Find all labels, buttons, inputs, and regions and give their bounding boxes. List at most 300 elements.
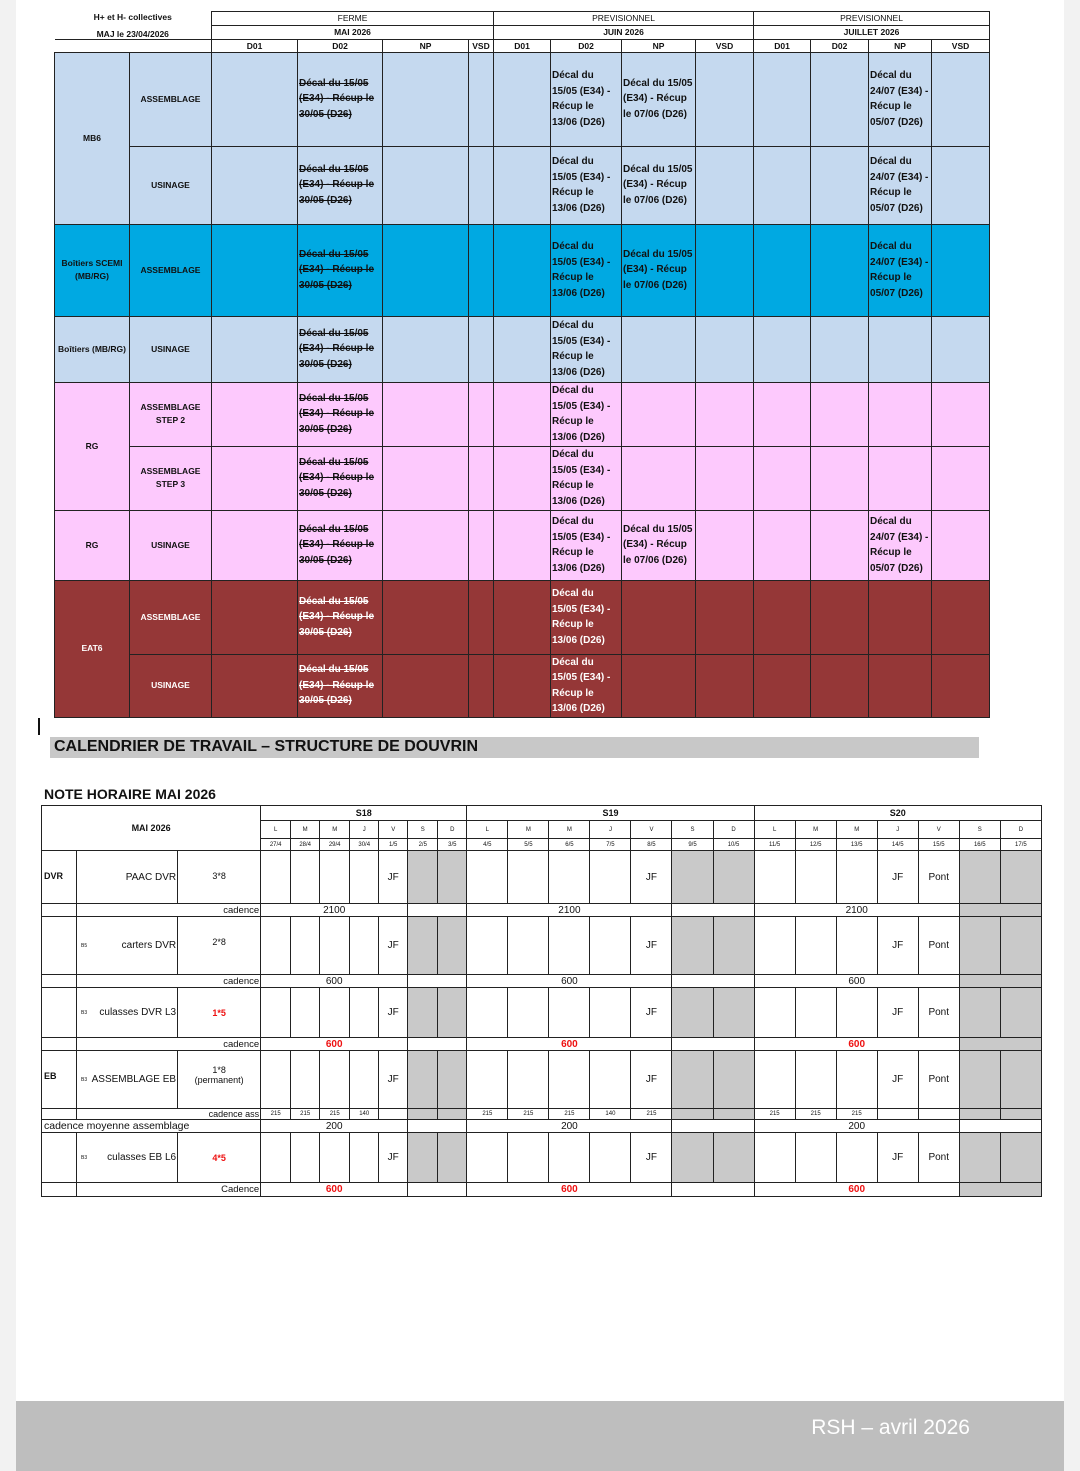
blank-cell (959, 975, 1041, 988)
text-cursor (38, 718, 40, 735)
day-header: D (438, 821, 467, 839)
day-cell (350, 851, 379, 904)
date-header: 11/5 (754, 839, 795, 851)
date-header: 29/4 (320, 839, 350, 851)
cadence-value: 600 (754, 1183, 959, 1197)
col-header: D02 (811, 39, 869, 52)
cadence-value: 2100 (261, 904, 408, 917)
cadence-ass-value: 215 (631, 1109, 672, 1120)
blank-cell (959, 1038, 1041, 1051)
shift-note: (permanent) (194, 1075, 244, 1085)
date-header: 5/5 (508, 839, 549, 851)
bridge-cell: Pont (918, 917, 959, 975)
cadence-ass-value: 215 (291, 1109, 320, 1120)
group-month-juillet: JUILLET 2026 (754, 25, 990, 39)
cadence-ass-value: 140 (350, 1109, 379, 1120)
activity-label: USINAGE (130, 316, 212, 382)
line-tag: B3 (81, 1155, 88, 1161)
cadence-value: 200 (467, 1120, 672, 1133)
day-cell (836, 851, 877, 904)
blank-cell (408, 1109, 438, 1120)
group-month-juin: JUIN 2026 (494, 25, 754, 39)
shift-value: 1*5 (212, 1008, 226, 1018)
note-cell: Décal du 24/07 (E34) - Récup le 05/07 (D26) (869, 52, 932, 146)
col-header: VSD (696, 39, 754, 52)
col-header: VSD (469, 39, 494, 52)
day-cell (408, 851, 438, 904)
cadence-label: cadence (77, 975, 261, 988)
cadence-ass-value: 215 (754, 1109, 795, 1120)
line-tag: B3 (81, 1077, 88, 1083)
work-calendar-table (41, 805, 1042, 1197)
date-header: 16/5 (959, 839, 1000, 851)
day-cell (508, 1051, 549, 1109)
day-cell (754, 917, 795, 975)
cadence-ass-value: 215 (549, 1109, 590, 1120)
note-cell: Décal du 15/05 (E34) - Récup le 30/05 (D26) (298, 52, 383, 146)
line-name (77, 988, 178, 1038)
day-cell (672, 851, 713, 904)
site-label (42, 917, 77, 975)
day-header: D (1000, 821, 1041, 839)
date-header: 14/5 (877, 839, 918, 851)
col-header: D02 (551, 39, 622, 52)
line-tag: B3 (81, 1010, 88, 1016)
cadence-moyenne-label: cadence moyenne assemblage (42, 1120, 261, 1133)
day-cell (350, 988, 379, 1038)
day-cell (590, 1133, 631, 1183)
activity-label: USINAGE (130, 654, 212, 717)
day-cell (549, 851, 590, 904)
day-cell (959, 851, 1000, 904)
week-header: S20 (754, 806, 1041, 821)
holiday-cell: JF (631, 988, 672, 1038)
blank-cell (42, 1038, 77, 1051)
shift-planning-table (54, 11, 990, 718)
cadence-value: 600 (754, 1038, 959, 1051)
blank-cell (42, 904, 77, 917)
day-cell (795, 1133, 836, 1183)
holiday-cell: JF (631, 1051, 672, 1109)
date-header: 6/5 (549, 839, 590, 851)
col-header: D02 (298, 39, 383, 52)
note-cell: Décal du 15/05 (E34) - Récup le 07/06 (D26) (622, 52, 696, 146)
cadence-label: Cadence (77, 1183, 261, 1197)
cadence-value: 200 (754, 1120, 959, 1133)
day-header: L (261, 821, 291, 839)
day-cell (291, 988, 320, 1038)
blank-cell (42, 975, 77, 988)
day-cell (467, 917, 508, 975)
date-header: 8/5 (631, 839, 672, 851)
holiday-cell: JF (877, 1133, 918, 1183)
note-cell: Décal du 24/07 (E34) - Récup le 05/07 (D26) (869, 146, 932, 224)
day-header: M (320, 821, 350, 839)
group-label: Boîtiers SCEMI (MB/RG) (55, 224, 130, 316)
note-cell: Décal du 15/05 (E34) - Récup le 30/05 (D26) (298, 316, 383, 382)
note-cell: Décal du 15/05 (E34) - Récup le 07/06 (D26) (622, 224, 696, 316)
col-header: NP (622, 39, 696, 52)
day-cell (320, 988, 350, 1038)
cadence-value: 600 (754, 975, 959, 988)
cadence-ass-value: 215 (795, 1109, 836, 1120)
update-date: MAJ le 23/04/2026 (96, 28, 169, 39)
holiday-cell: JF (379, 851, 408, 904)
holiday-cell: JF (379, 917, 408, 975)
section-title: CALENDRIER DE TRAVAIL – STRUCTURE DE DOUVRIN (54, 738, 479, 755)
bridge-cell: Pont (918, 851, 959, 904)
line-tag: B5 (81, 943, 88, 949)
day-cell (467, 988, 508, 1038)
day-header: S (408, 821, 438, 839)
day-cell (590, 988, 631, 1038)
day-cell (261, 1051, 291, 1109)
blank-cell (672, 1038, 754, 1051)
blank-cell (918, 1109, 959, 1120)
note-cell: Décal du 24/07 (E34) - Récup le 05/07 (D26) (869, 510, 932, 580)
day-cell (1000, 851, 1041, 904)
bridge-cell: Pont (918, 1133, 959, 1183)
month-label: MAI 2026 (42, 806, 261, 851)
date-header: 17/5 (1000, 839, 1041, 851)
shift-value: 4*5 (212, 1153, 226, 1163)
day-cell (672, 1051, 713, 1109)
date-header: 15/5 (918, 839, 959, 851)
group-status-mai: FERME (212, 12, 494, 26)
blank-cell (959, 1109, 1000, 1120)
line-label: carters DVR (121, 940, 177, 951)
date-header: 9/5 (672, 839, 713, 851)
day-cell (320, 1051, 350, 1109)
date-header: 4/5 (467, 839, 508, 851)
blank-cell (408, 1038, 467, 1051)
date-header: 10/5 (713, 839, 754, 851)
day-cell (350, 1133, 379, 1183)
day-cell (320, 1133, 350, 1183)
line-name (77, 917, 178, 975)
day-header: M (291, 821, 320, 839)
shift-pattern (178, 1051, 261, 1109)
blank-cell (672, 1183, 754, 1197)
holiday-cell: JF (631, 1133, 672, 1183)
col-header: D01 (494, 39, 551, 52)
date-header: 13/5 (836, 839, 877, 851)
group-status-juin: PREVISIONNEL (494, 12, 754, 26)
day-cell (350, 917, 379, 975)
note-cell: Décal du 15/05 (E34) - Récup le 30/05 (D26) (298, 382, 383, 446)
cadence-label: cadence (77, 904, 261, 917)
day-cell (408, 988, 438, 1038)
day-cell (959, 917, 1000, 975)
day-header: J (350, 821, 379, 839)
day-cell (590, 917, 631, 975)
day-cell (438, 1051, 467, 1109)
date-header: 7/5 (590, 839, 631, 851)
shift-pattern (178, 851, 261, 904)
holiday-cell: JF (379, 1051, 408, 1109)
day-cell (508, 1133, 549, 1183)
day-cell (291, 1051, 320, 1109)
blank-cell (408, 904, 467, 917)
day-cell (672, 988, 713, 1038)
day-header: M (508, 821, 549, 839)
shift-value: 3*8 (212, 871, 226, 881)
holiday-cell: JF (877, 988, 918, 1038)
day-cell (549, 917, 590, 975)
day-cell (836, 1133, 877, 1183)
activity-label: ASSEMBLAGE STEP 3 (130, 446, 212, 510)
cadence-label: cadence (77, 1038, 261, 1051)
corner-label (55, 12, 212, 40)
day-cell (467, 1051, 508, 1109)
group-month-mai: MAI 2026 (212, 25, 494, 39)
day-header: J (877, 821, 918, 839)
day-cell (836, 917, 877, 975)
shift-value: 1*8 (212, 1065, 226, 1075)
note-cell: Décal du 15/05 (E34) - Récup le 13/06 (D26) (551, 52, 622, 146)
cadence-ass-value: 215 (508, 1109, 549, 1120)
blank-cell (379, 1109, 408, 1120)
day-header: S (672, 821, 713, 839)
note-title: NOTE HORAIRE MAI 2026 (44, 786, 216, 802)
activity-label: ASSEMBLAGE (130, 52, 212, 146)
day-cell (291, 917, 320, 975)
day-cell (408, 917, 438, 975)
day-header: M (836, 821, 877, 839)
line-label: culasses EB L6 (107, 1152, 177, 1163)
day-cell (713, 1133, 754, 1183)
holiday-cell: JF (631, 851, 672, 904)
activity-label: USINAGE (130, 146, 212, 224)
day-cell (713, 988, 754, 1038)
group-label: EAT6 (55, 580, 130, 717)
col-header: D01 (754, 39, 811, 52)
activity-label: ASSEMBLAGE STEP 2 (130, 382, 212, 446)
day-cell (508, 988, 549, 1038)
date-header: 2/5 (408, 839, 438, 851)
day-cell (408, 1051, 438, 1109)
note-cell: Décal du 15/05 (E34) - Récup le 30/05 (D26) (298, 224, 383, 316)
note-cell: Décal du 15/05 (E34) - Récup le 13/06 (D26) (551, 510, 622, 580)
blank-cell (672, 904, 754, 917)
cadence-ass-label: cadence ass (77, 1109, 261, 1120)
day-cell (795, 1051, 836, 1109)
blank-cell (408, 975, 467, 988)
day-cell (590, 1051, 631, 1109)
day-cell (261, 988, 291, 1038)
group-label: RG (55, 510, 130, 580)
shift-pattern (178, 988, 261, 1038)
cadence-ass-value: 215 (467, 1109, 508, 1120)
blank-cell (42, 1183, 77, 1197)
week-header: S19 (467, 806, 754, 821)
note-cell: Décal du 15/05 (E34) - Récup le 13/06 (D26) (551, 382, 622, 446)
day-cell (549, 1133, 590, 1183)
site-label: EB (42, 1051, 77, 1109)
day-cell (754, 1051, 795, 1109)
cadence-value: 200 (261, 1120, 408, 1133)
cadence-ass-value: 140 (590, 1109, 631, 1120)
day-cell (713, 1051, 754, 1109)
note-cell: Décal du 24/07 (E34) - Récup le 05/07 (D26) (869, 224, 932, 316)
blank-cell (713, 1109, 754, 1120)
cadence-ass-value: 215 (261, 1109, 291, 1120)
holiday-cell: JF (379, 1133, 408, 1183)
site-label (42, 1133, 77, 1183)
day-cell (836, 1051, 877, 1109)
note-cell: Décal du 15/05 (E34) - Récup le 13/06 (D26) (551, 446, 622, 510)
day-header: M (795, 821, 836, 839)
activity-label: ASSEMBLAGE (130, 224, 212, 316)
note-cell: Décal du 15/05 (E34) - Récup le 07/06 (D26) (622, 510, 696, 580)
blank-cell (1000, 1109, 1041, 1120)
cadence-value: 600 (467, 1038, 672, 1051)
day-cell (438, 1133, 467, 1183)
day-header: V (631, 821, 672, 839)
group-label: RG (55, 382, 130, 510)
day-cell (795, 988, 836, 1038)
bridge-cell: Pont (918, 988, 959, 1038)
group-label: Boîtiers (MB/RG) (55, 316, 130, 382)
cadence-ass-value: 215 (320, 1109, 350, 1120)
bridge-cell: Pont (918, 1051, 959, 1109)
blank-cell (877, 1109, 918, 1120)
day-cell (754, 988, 795, 1038)
day-cell (508, 851, 549, 904)
blank-cell (408, 1120, 467, 1133)
date-header: 1/5 (379, 839, 408, 851)
day-cell (754, 851, 795, 904)
line-name (77, 1133, 178, 1183)
holiday-cell: JF (877, 917, 918, 975)
day-cell (320, 917, 350, 975)
day-cell (959, 1133, 1000, 1183)
site-label (42, 988, 77, 1038)
group-label: MB6 (55, 52, 130, 224)
day-cell (438, 917, 467, 975)
section-banner (50, 737, 979, 758)
day-cell (438, 988, 467, 1038)
day-cell (959, 988, 1000, 1038)
site-label: DVR (42, 851, 77, 904)
col-header: VSD (932, 39, 990, 52)
date-header: 30/4 (350, 839, 379, 851)
note-cell: Décal du 15/05 (E34) - Récup le 07/06 (D26) (622, 146, 696, 224)
activity-label: USINAGE (130, 510, 212, 580)
holiday-cell: JF (631, 917, 672, 975)
holiday-cell: JF (877, 851, 918, 904)
day-header: V (379, 821, 408, 839)
day-cell (713, 851, 754, 904)
day-cell (754, 1133, 795, 1183)
cadence-value: 600 (467, 975, 672, 988)
note-cell: Décal du 15/05 (E34) - Récup le 30/05 (D26) (298, 510, 383, 580)
blank-cell (959, 1183, 1041, 1197)
day-cell (713, 917, 754, 975)
date-header: 27/4 (261, 839, 291, 851)
blank-cell (959, 1120, 1041, 1133)
activity-label: ASSEMBLAGE (130, 580, 212, 654)
col-header: D01 (212, 39, 298, 52)
day-cell (320, 851, 350, 904)
line-label: culasses DVR L3 (99, 1007, 177, 1018)
day-cell (261, 851, 291, 904)
holiday-cell: JF (379, 988, 408, 1038)
note-cell: Décal du 15/05 (E34) - Récup le 30/05 (D26) (298, 146, 383, 224)
cadence-value: 2100 (467, 904, 672, 917)
day-cell (467, 851, 508, 904)
day-cell (408, 1133, 438, 1183)
cadence-value: 600 (261, 1183, 408, 1197)
day-cell (795, 851, 836, 904)
note-cell: Décal du 15/05 (E34) - Récup le 13/06 (D26) (551, 654, 622, 717)
note-cell: Décal du 15/05 (E34) - Récup le 30/05 (D26) (298, 580, 383, 654)
day-header: M (549, 821, 590, 839)
day-cell (291, 1133, 320, 1183)
date-header: 12/5 (795, 839, 836, 851)
day-cell (959, 1051, 1000, 1109)
note-cell: Décal du 15/05 (E34) - Récup le 13/06 (D26) (551, 224, 622, 316)
date-header: 3/5 (438, 839, 467, 851)
line-label: PAAC DVR (125, 871, 177, 883)
note-cell: Décal du 15/05 (E34) - Récup le 30/05 (D26) (298, 446, 383, 510)
line-name (77, 1051, 178, 1109)
day-cell (836, 988, 877, 1038)
day-cell (1000, 988, 1041, 1038)
day-cell (672, 917, 713, 975)
cadence-value: 2100 (754, 904, 959, 917)
footer (16, 1401, 1064, 1471)
note-cell: Décal du 15/05 (E34) - Récup le 30/05 (D26) (298, 654, 383, 717)
day-cell (795, 917, 836, 975)
day-cell (1000, 1051, 1041, 1109)
day-header: D (713, 821, 754, 839)
blank-cell (438, 1109, 467, 1120)
day-header: V (918, 821, 959, 839)
blank-cell (959, 904, 1041, 917)
date-header: 28/4 (291, 839, 320, 851)
day-header: L (754, 821, 795, 839)
day-cell (291, 851, 320, 904)
day-cell (350, 1051, 379, 1109)
day-cell (1000, 1133, 1041, 1183)
note-cell: Décal du 15/05 (E34) - Récup le 13/06 (D26) (551, 580, 622, 654)
group-status-juillet: PREVISIONNEL (754, 12, 990, 26)
blank-cell (672, 1109, 713, 1120)
day-header: J (590, 821, 631, 839)
cadence-value: 600 (261, 975, 408, 988)
day-cell (590, 851, 631, 904)
day-header: L (467, 821, 508, 839)
note-cell: Décal du 15/05 (E34) - Récup le 13/06 (D26) (551, 146, 622, 224)
footer-text: RSH – avril 2026 (811, 1416, 970, 1439)
line-name (77, 851, 178, 904)
day-cell (467, 1133, 508, 1183)
day-header: S (959, 821, 1000, 839)
day-cell (438, 851, 467, 904)
line-label: ASSEMBLAGE EB (91, 1074, 177, 1085)
shift-value: 2*8 (212, 937, 226, 947)
day-cell (1000, 917, 1041, 975)
day-cell (261, 917, 291, 975)
week-header: S18 (261, 806, 467, 821)
holiday-cell: JF (877, 1051, 918, 1109)
cadence-value: 600 (261, 1038, 408, 1051)
note-cell: Décal du 15/05 (E34) - Récup le 13/06 (D26) (551, 316, 622, 382)
blank-cell (672, 975, 754, 988)
day-cell (549, 1051, 590, 1109)
cadence-ass-value: 215 (836, 1109, 877, 1120)
